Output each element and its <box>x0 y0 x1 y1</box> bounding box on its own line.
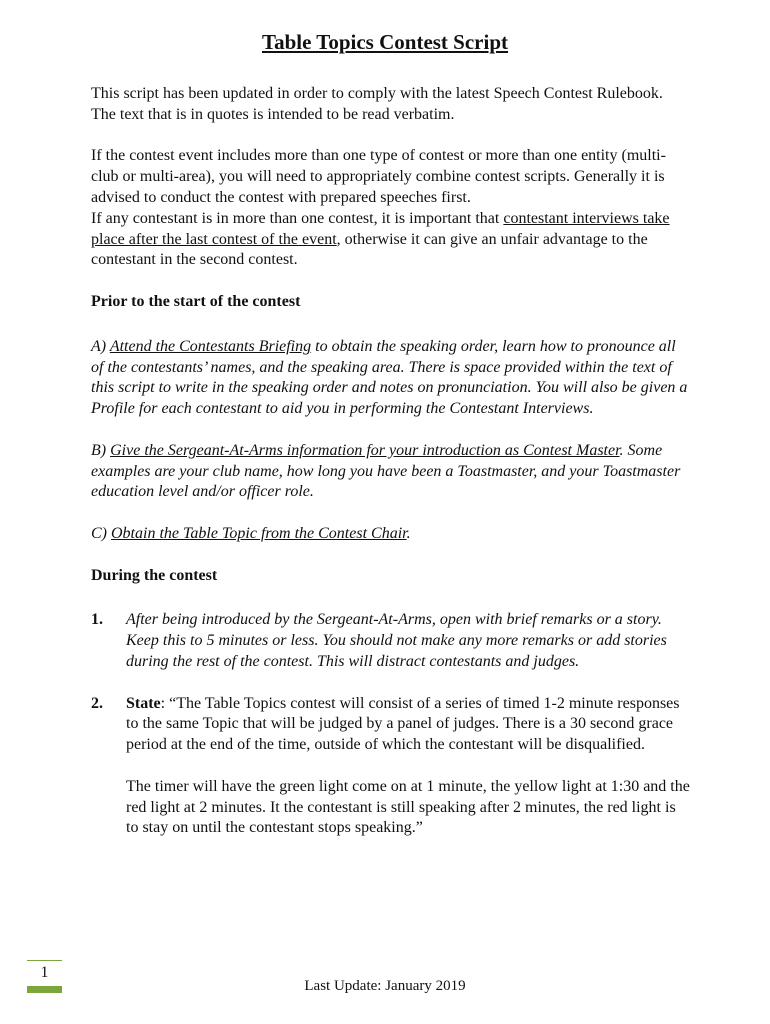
item-2-text: : “The Table Topics contest will consist of a series of timed 1-2 minute responses to the same Topic that will be judged by a panel of judges. There is a 30 second grace period at the end of the time, outside of which the contestant will be disqualified. <box>126 694 680 754</box>
intro-paragraph-1: This script has been updated in order to comply with the latest Speech Contest Rulebook. The text that is in quotes is intended to be read verbatim. <box>91 85 663 123</box>
page-title: Table Topics Contest Script <box>261 30 509 54</box>
intro-text-c: , otherwise it can give an unfair advantage to the contestant in the second contest. <box>91 230 648 269</box>
prior-item-b <box>91 441 691 503</box>
numbered-item-1 <box>91 610 691 672</box>
item-2-paragraph-2: The timer will have the green light come on at 1 minute, the yellow light at 1:30 and the red light at 2 minutes. It the contestant is still speaking after 2 minutes, the red light is to stay on until the contestant stops speaking.” <box>126 777 690 837</box>
prior-a-text: to obtain the speaking order, learn how to pronounce all of the contestants’ names, and the speaking area. There is space provided within the text of this script to write in the speaking order and notes on pronunciation. You will also be given a Profile for each contestant to aid you in performing the Contestant Interviews. <box>91 337 688 418</box>
item-number: 2. <box>91 694 103 712</box>
section-heading-prior: Prior to the start of the contest <box>91 292 301 310</box>
item-2-label: State <box>126 694 161 712</box>
prior-item-a <box>91 337 691 420</box>
intro-text-b: If any contestant is in more than one contest, it is important that <box>91 209 504 227</box>
item-2-paragraph-1 <box>126 694 691 756</box>
page-number: 1 <box>40 964 49 981</box>
prior-c-text: . <box>406 524 411 542</box>
document-body <box>91 84 691 860</box>
page-number-divider <box>27 960 62 961</box>
item-1-text: After being introduced by the Sergeant-At-Arms, open with brief remarks or a story. Keep this to 5 minutes or less. You should not make any more remarks or add stories during the rest of the contest. This will distract contestants and judges. <box>126 611 667 670</box>
prior-c-underlined: Obtain the Table Topic from the Contest Chair <box>111 524 407 542</box>
prior-b-underlined: Give the Sergeant-At-Arms information for your introduction as Contest Master <box>110 441 620 459</box>
prior-b-text: . Some examples are your club name, how long you have been a Toastmaster, and your Toastmaster education level and/or officer role. <box>91 441 681 501</box>
numbered-item-2 <box>91 694 691 840</box>
prior-a-prefix: A) <box>91 337 110 355</box>
prior-c-prefix: C) <box>91 524 111 542</box>
intro-text-a: If the contest event includes more than one type of contest or more than one entity (multi-club or multi-area), you will need to appropriately combine contest scripts. Generally it is advised to conduct the contest with prepared speeches first. <box>91 147 666 206</box>
intro-paragraph-2 <box>91 146 691 271</box>
item-number: 1. <box>91 611 103 629</box>
prior-item-c <box>91 524 691 545</box>
prior-b-prefix: B) <box>91 441 111 459</box>
intro-underlined-phrase: contestant interviews take place after the last contest of the event <box>91 209 670 248</box>
prior-a-underlined: Attend the Contestants Briefing <box>109 337 312 355</box>
item-2-body <box>126 694 691 840</box>
footer-last-update: Last Update: January 2019 <box>304 978 466 994</box>
section-heading-during: During the contest <box>91 566 218 584</box>
